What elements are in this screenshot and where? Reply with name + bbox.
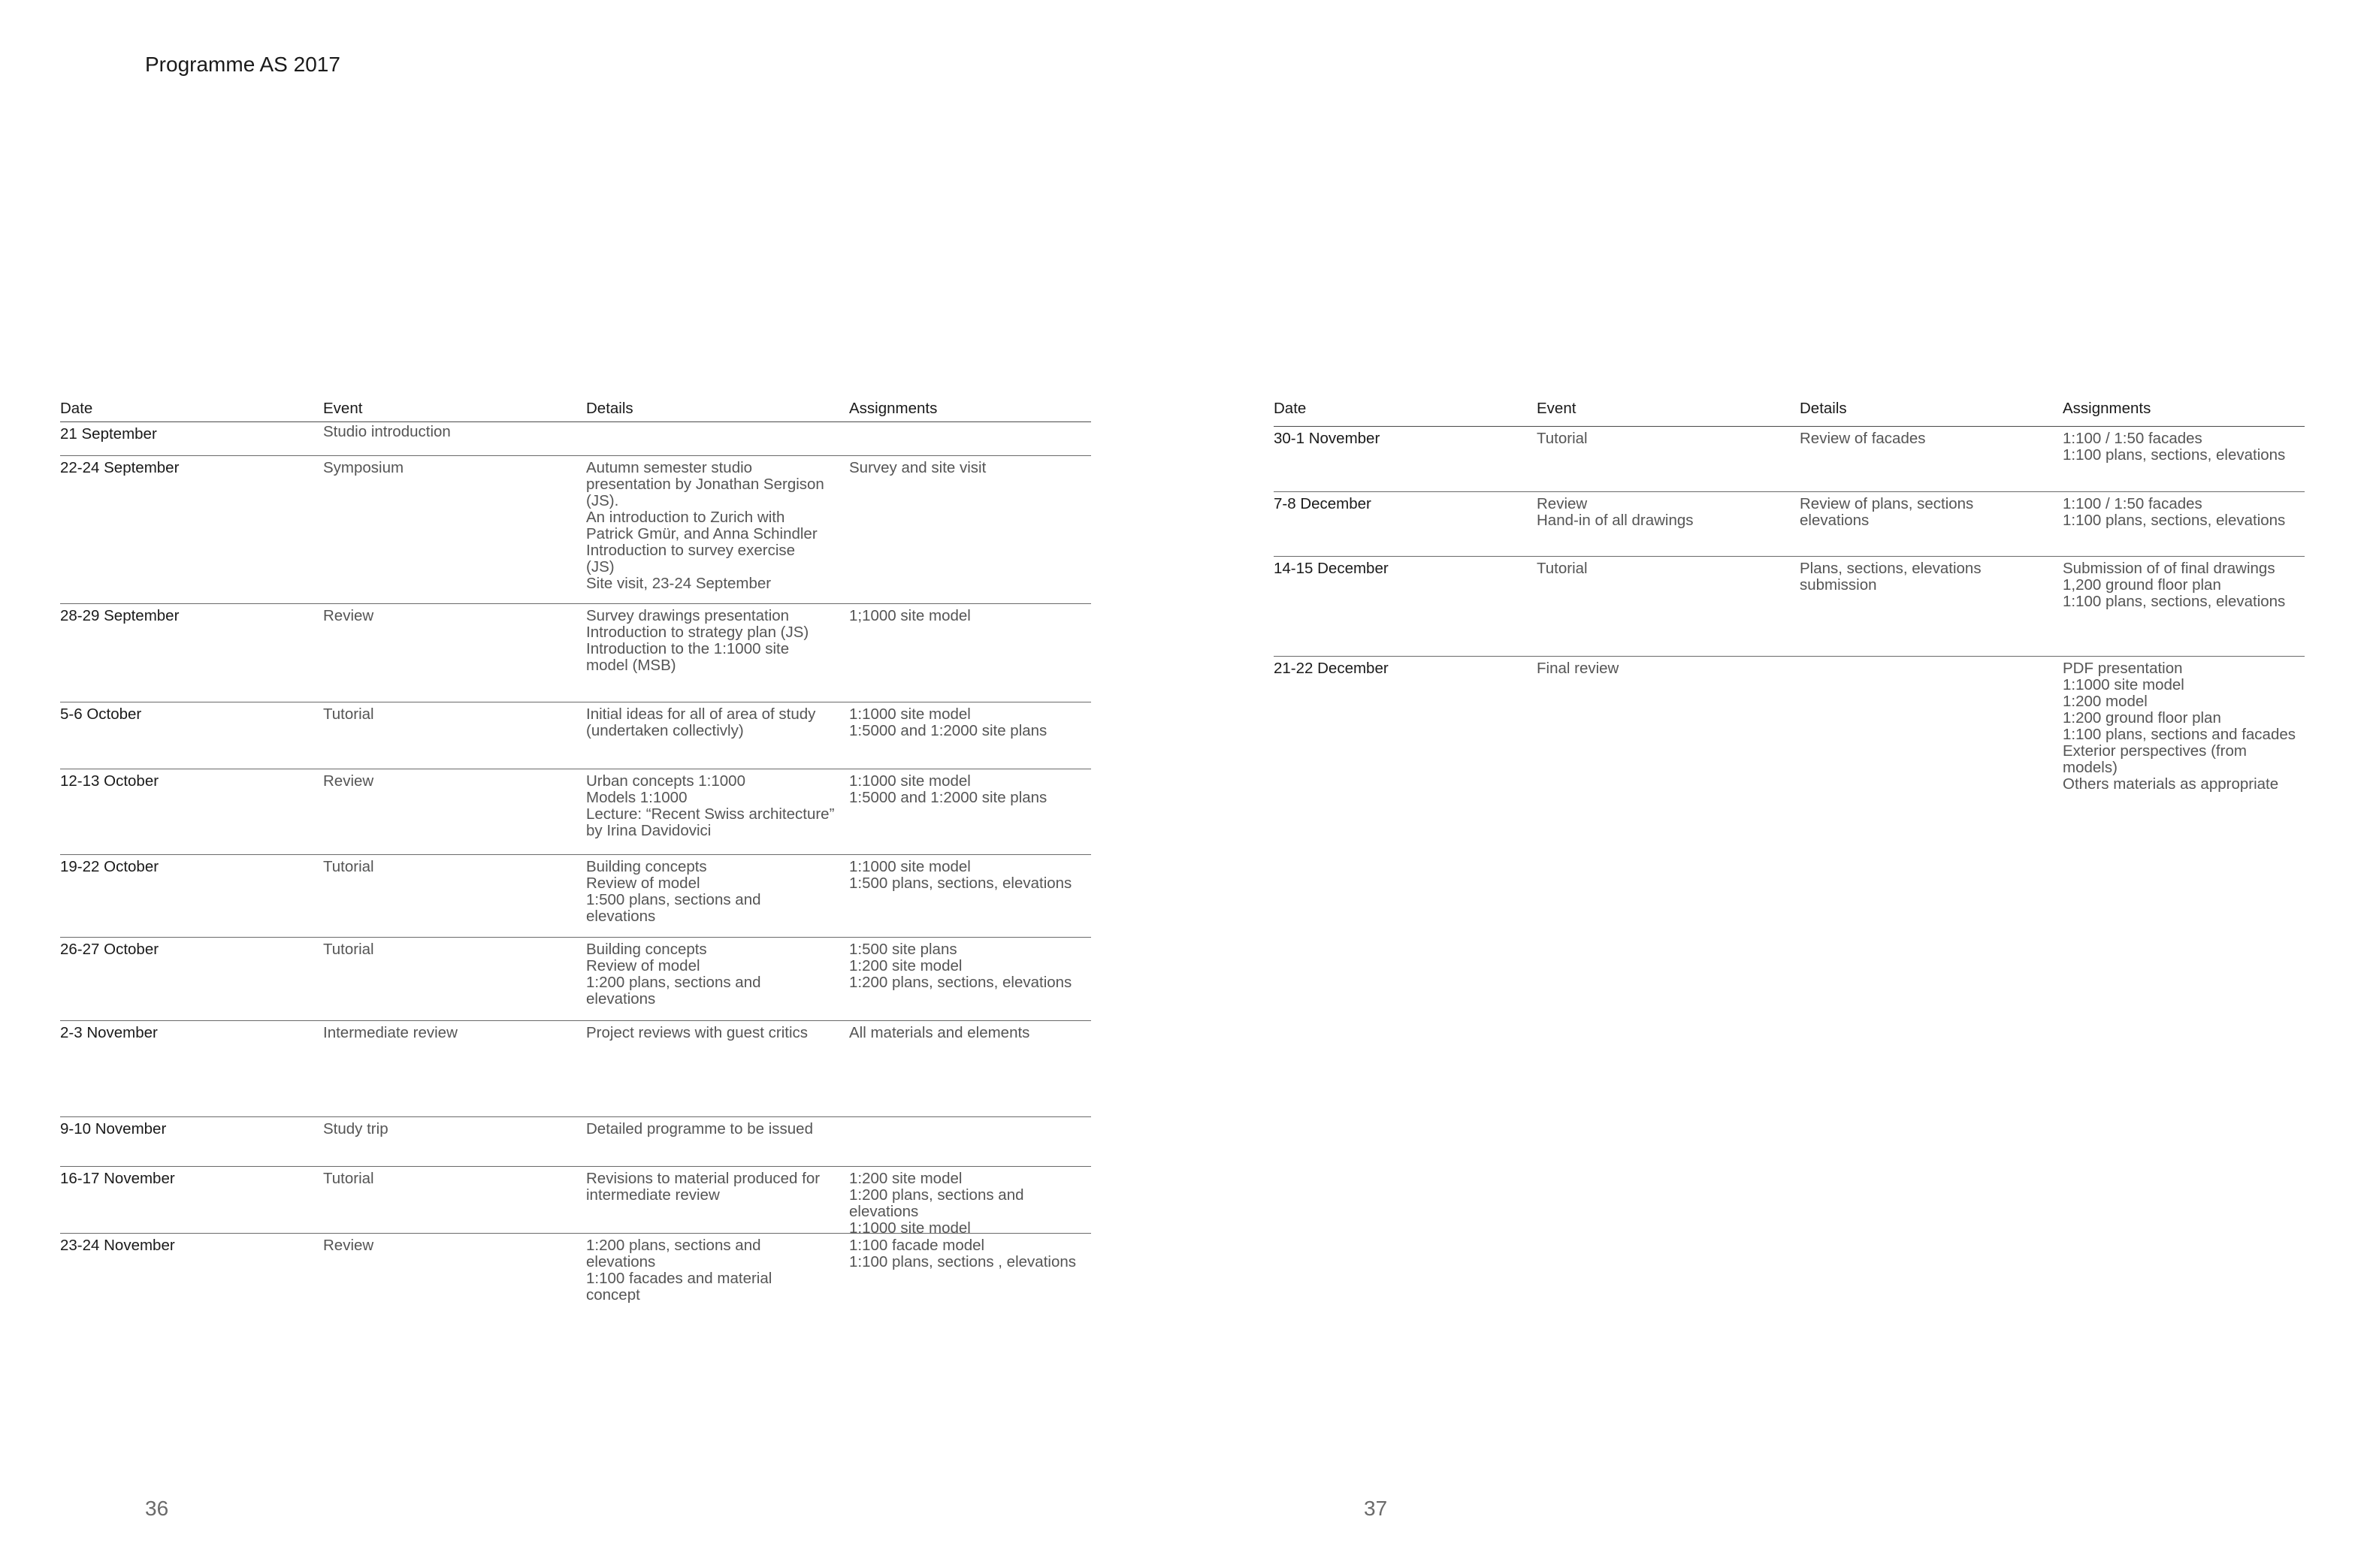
row-event: Tutorial [1537, 430, 1588, 447]
row-date: 9-10 November [60, 1120, 167, 1137]
row-event: Review [323, 772, 374, 790]
row-details: Autumn semester studio presentation by Jonathan Sergison (JS). An introduction to Zurich with Patrick Gmür, and Anna Schindler Introduction to survey exercise (JS) Site visit, 23-24 September [586, 459, 824, 592]
column-header-event: Event [323, 400, 363, 417]
row-details: Plans, sections, elevations submission [1800, 560, 1982, 594]
column-header-assignments: Assignments [2063, 400, 2151, 417]
row-date: 26-27 October [60, 941, 159, 958]
row-event: Tutorial [323, 705, 374, 723]
schedule-table-right [1274, 400, 2305, 792]
row-event: Tutorial [323, 858, 374, 875]
row-assignments: All materials and elements [849, 1024, 1030, 1041]
row-date: 5-6 October [60, 705, 142, 723]
column-header-date: Date [60, 400, 93, 417]
page-title: Programme AS 2017 [145, 53, 340, 76]
table-row [60, 1021, 1091, 1117]
row-event: Tutorial [323, 941, 374, 958]
row-assignments: 1:1000 site model 1:500 plans, sections, elevations [849, 858, 1072, 892]
row-assignments: Submission of of final drawings 1,200 ground floor plan 1:100 plans, sections, elevations [2063, 560, 2286, 610]
table-row [60, 855, 1091, 938]
row-date: 19-22 October [60, 858, 159, 875]
page-number: 36 [145, 1497, 169, 1520]
row-details: Review of plans, sections elevations [1800, 495, 1974, 529]
row-date: 7-8 December [1274, 495, 1371, 512]
row-details [1800, 660, 2063, 792]
row-details: Building concepts Review of model 1:500 plans, sections and elevations [586, 858, 761, 925]
row-details: Initial ideas for all of area of study (undertaken collectivly) [586, 705, 816, 739]
row-details: Project reviews with guest critics [586, 1024, 809, 1041]
row-date: 2-3 November [60, 1024, 158, 1041]
row-date: 21-22 December [1274, 660, 1389, 677]
column-header-details: Details [586, 400, 633, 417]
row-event: Final review [1537, 660, 1619, 677]
table-row [1274, 492, 2305, 557]
row-assignments: 1:500 site plans 1:200 site model 1:200 plans, sections, elevations [849, 941, 1072, 991]
row-assignments: 1:1000 site model 1:5000 and 1:2000 site plans [849, 705, 1047, 739]
table-row [60, 1167, 1091, 1237]
row-date: 23-24 November [60, 1237, 175, 1254]
row-details: Detailed programme to be issued [586, 1120, 813, 1137]
row-event: Tutorial [1537, 560, 1588, 577]
row-date: 14-15 December [1274, 560, 1389, 577]
table-row [60, 769, 1091, 855]
table-row [60, 1234, 1091, 1316]
schedule-table-left [60, 400, 1091, 1316]
table-row [60, 456, 1091, 604]
row-details [586, 426, 849, 455]
row-date: 12-13 October [60, 772, 159, 790]
row-event: Study trip [323, 1120, 388, 1137]
row-date: 22-24 September [60, 459, 180, 476]
row-details: Urban concepts 1:1000 Models 1:1000 Lecture: “Recent Swiss architecture” by Irina Davidovici [586, 772, 835, 839]
table-row [60, 1117, 1091, 1167]
table-row [60, 422, 1091, 456]
row-details: Survey drawings presentation Introduction to strategy plan (JS) Introduction to the 1:1000 site model (MSB) [586, 607, 809, 674]
row-details: Building concepts Review of model 1:200 plans, sections and elevations [586, 941, 761, 1008]
table-row [60, 604, 1091, 702]
row-assignments [849, 1121, 1091, 1166]
column-header-assignments: Assignments [849, 400, 938, 417]
row-date: 16-17 November [60, 1170, 175, 1187]
row-details: Review of facades [1800, 430, 1926, 447]
row-details: Revisions to material produced for intermediate review [586, 1170, 821, 1204]
table-row [60, 702, 1091, 769]
row-assignments: 1:1000 site model 1:5000 and 1:2000 site plans [849, 772, 1047, 806]
row-date: 28-29 September [60, 607, 180, 624]
row-assignments: 1:100 / 1:50 facades 1:100 plans, sections, elevations [2063, 430, 2286, 464]
row-event: Review [323, 607, 374, 624]
row-date: 30-1 November [1274, 430, 1380, 447]
column-header-event: Event [1537, 400, 1576, 417]
row-assignments: Survey and site visit [849, 459, 987, 476]
row-assignments: 1:100 facade model 1:100 plans, sections , elevations [849, 1237, 1076, 1270]
table-header [60, 400, 1091, 422]
row-date: 21 September [60, 425, 157, 443]
right-page [1184, 0, 2367, 1568]
row-event: Intermediate review [323, 1024, 458, 1041]
row-assignments: 1:200 site model 1:200 plans, sections and elevations 1:1000 site model [849, 1170, 1024, 1237]
table-row [60, 938, 1091, 1021]
row-event: Studio introduction [323, 423, 451, 440]
table-row [1274, 427, 2305, 492]
row-details: 1:200 plans, sections and elevations 1:100 facades and material concept [586, 1237, 772, 1304]
column-header-date: Date [1274, 400, 1307, 417]
table-row [1274, 657, 2305, 792]
row-assignments: 1:100 / 1:50 facades 1:100 plans, sections, elevations [2063, 495, 2286, 529]
page-number: 37 [1364, 1497, 1388, 1520]
row-event: Review [323, 1237, 374, 1254]
row-assignments: 1;1000 site model [849, 607, 971, 624]
row-event: Tutorial [323, 1170, 374, 1187]
row-event: Symposium [323, 459, 404, 476]
table-row [1274, 557, 2305, 657]
row-assignments [849, 426, 1091, 455]
column-header-details: Details [1800, 400, 1847, 417]
row-event: Review Hand-in of all drawings [1537, 495, 1694, 529]
table-header [1274, 400, 2305, 427]
row-assignments: PDF presentation 1:1000 site model 1:200 model 1:200 ground floor plan 1:100 plans, sections and facades Exterior perspectives (from models) Others materials as appropriate [2063, 660, 2296, 793]
